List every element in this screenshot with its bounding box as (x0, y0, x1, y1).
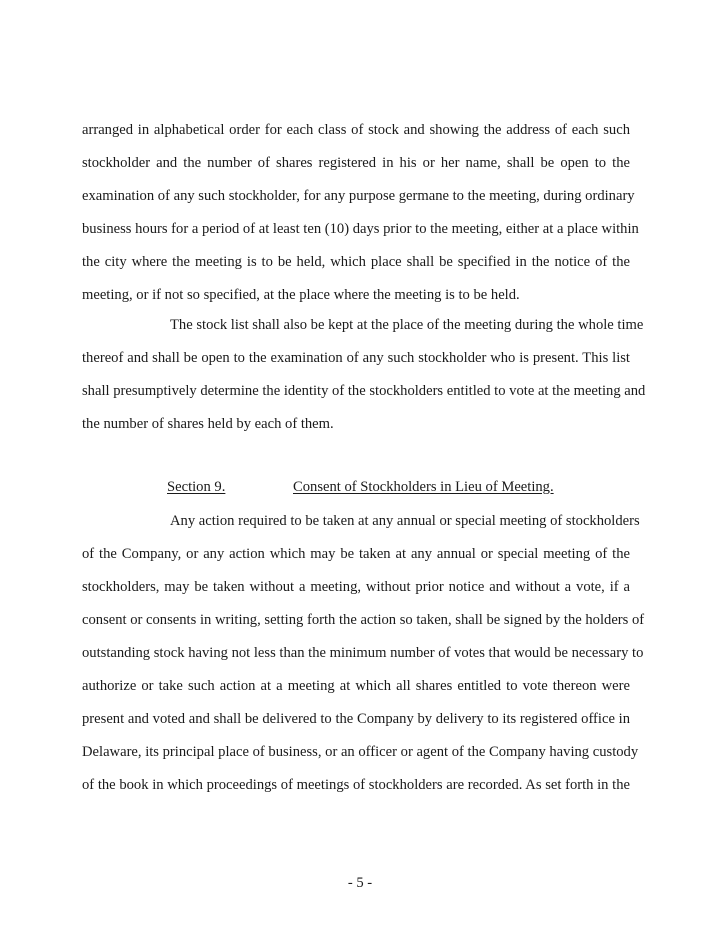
paragraph-line: arranged in alphabetical order for each class of stock and showing the address of each such (82, 122, 630, 138)
paragraph-line: authorize or take such action at a meeting at which all shares entitled to vote thereon were (82, 678, 630, 694)
paragraph-line: Delaware, its principal place of business, or an officer or agent of the Company having custody (82, 744, 639, 760)
paragraph-line: present and voted and shall be delivered to the Company by delivery to its registered office in (82, 711, 630, 727)
paragraph-line: of the book in which proceedings of meetings of stockholders are recorded. As set forth in the (82, 777, 630, 793)
paragraph-line: of the Company, or any action which may be taken at any annual or special meeting of the (82, 546, 630, 562)
paragraph-line: the number of shares held by each of them. (82, 416, 334, 432)
paragraph-line: consent or consents in writing, setting forth the action so taken, shall be signed by the holders of (82, 612, 645, 628)
paragraph-line: outstanding stock having not less than the minimum number of votes that would be necessary to (82, 645, 644, 661)
page-number: - 5 - (347, 875, 373, 891)
paragraph-line: business hours for a period of at least ten (10) days prior to the meeting, either at a place within (82, 221, 639, 237)
section-title: Consent of Stockholders in Lieu of Meeting. (293, 479, 554, 495)
paragraph-line: examination of any such stockholder, for any purpose germane to the meeting, during ordinary (82, 188, 635, 204)
section-number: Section 9. (167, 479, 226, 495)
paragraph-line: The stock list shall also be kept at the place of the meeting during the whole time (170, 317, 644, 333)
paragraph-line: the city where the meeting is to be held, which place shall be specified in the notice of the (82, 254, 630, 270)
paragraph-line: stockholders, may be taken without a meeting, without prior notice and without a vote, if a (82, 579, 630, 595)
paragraph-line: shall presumptively determine the identity of the stockholders entitled to vote at the meeting and (82, 383, 646, 399)
paragraph-line: thereof and shall be open to the examination of any such stockholder who is present. This list (82, 350, 630, 366)
paragraph-line: stockholder and the number of shares registered in his or her name, shall be open to the (82, 155, 630, 171)
paragraph-line: Any action required to be taken at any annual or special meeting of stockholders (170, 513, 640, 529)
paragraph-line: meeting, or if not so specified, at the place where the meeting is to be held. (82, 287, 520, 303)
